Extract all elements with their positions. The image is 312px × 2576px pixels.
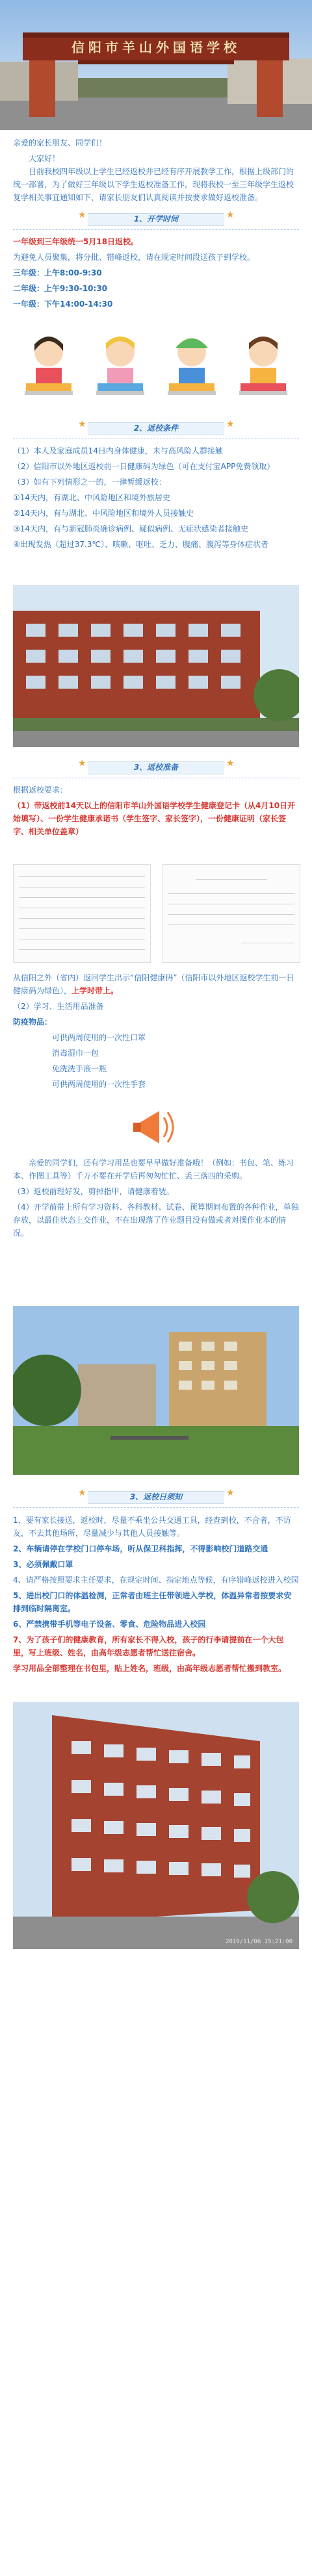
section-title-return-day: [0, 1485, 312, 1507]
condition-sub-item: ④出现发热（超过37.3℃）、咳嗽、呕吐、乏力、腹痛、腹泻等身体症状者: [13, 540, 268, 549]
star-icon: ★: [78, 1488, 86, 1498]
condition-sub-item: ①14天内，有湖北、中风险地区和境外旅居史: [13, 493, 171, 502]
preparation-item-grooming: （3）返校前理好发，剪掉指甲，请健康着装。: [13, 1187, 174, 1196]
section-title-preparation: [0, 755, 312, 777]
return-item: 7、为了孩子们的健康教育，所有家长不得入校，孩子的行李请提前在一个大包里，写上班级、姓名，由高年级志愿者帮忙送往宿舍。: [13, 1635, 284, 1657]
divider: [13, 229, 299, 230]
intro-body: 目前我校四年级以上学生已经返校并已经有序开展教学工作，根据上级部门的统一部署，为了做好三年级以下学生返校准备工作，现将我校一至三年级学生返校复学相关事宜通知如下，请家长朋友们认真阅读并按要求做好返校准备。: [13, 167, 294, 202]
student-figure: [162, 331, 221, 403]
star-icon: ★: [78, 758, 86, 769]
health-forms-images: [13, 864, 299, 962]
section-title-conditions: [0, 416, 312, 438]
start-date: 一年级到三年级统一5月18日返校。: [13, 237, 139, 246]
preparation-block: [13, 784, 299, 841]
return-item: 4、请严格按照要求主任要求，在规定时间、指定地点等候，有序错峰返校进入校园: [13, 1575, 299, 1585]
return-item: 5、进出校门口的体温检测，正常者由班主任带领进入学校，体温异常者按要求安排到临时隔离室。: [13, 1591, 292, 1613]
intro-hello: 大家好！: [29, 154, 60, 163]
star-icon: ★: [226, 210, 235, 220]
return-item: 6、严禁携带手机等电子设备、零食、危险物品进入校园: [13, 1620, 206, 1629]
return-item: 2、车辆请停在学校门口停车场，听从保卫科指挥，不得影响校门道路交通: [13, 1544, 268, 1553]
return-item: 1、要有家长接送，返校时，尽量不乘坐公共交通工具，经查到校，不合者，不访友，不去其他场所，尽量减少与其他人员接触等。: [13, 1516, 291, 1538]
condition-item: （1）本人及家庭成员14日内身体健康，未与高风险人群接触: [13, 446, 223, 455]
section-title-label: 3、返校日须知: [129, 1492, 183, 1501]
section-title-label: 3、返校准备: [133, 763, 179, 772]
preparation-item-documents: （1）带返校前14天以上的信阳市羊山外国语学校学生健康登记卡（从4月10日开始填写）、一份学生健康承诺书（学生签字、家长签字），一份健康证明（家长签字、相关单位盖章）: [13, 801, 296, 836]
condition-item: （3）如有下列情形之一的，一律暂缓返校：: [13, 478, 166, 487]
preparation-item-supplies: （2）学习、生活用品准备: [13, 1002, 104, 1011]
campus-playground-photo: [13, 1306, 299, 1475]
condition-sub-item: ②14天内，有与湖北、中风险地区和境外人员接触史: [13, 509, 194, 518]
health-code-note: 从信阳之外（省内）返回学生出示“信阳健康码”（信阳市以外地区返校学生前一日健康码为绿色），上学时带上。: [13, 973, 294, 995]
student-message: 亲爱的同学们，还有学习用品也要早早做好准备哦！（例如：书包、笔、练习本、作图工具等）千万不要在开学后再匆匆忙忙、丢三落四的采购。: [13, 1158, 294, 1180]
student-figure: [20, 331, 78, 403]
star-icon: ★: [78, 419, 86, 429]
preparation-item-homework: （4）开学前带上所有学习资料、各科教材、试卷、预算期间布置的各种作业，单独存放，以最佳状态上交作业，不在出现落了作业题目没有做或者对操作业本的情况。: [13, 1203, 299, 1238]
supply-item: 免洗洗手液一瓶: [52, 1064, 107, 1073]
health-registration-card-image: [13, 864, 151, 963]
conditions-block: [13, 444, 299, 554]
preparation-block-2: [13, 971, 299, 1093]
students-illustration: [13, 331, 299, 403]
school-gate-photo: [0, 0, 312, 130]
batch-note: 为避免人员聚集，将分批、错峰返校，请在规定时间段送孩子到学校。: [13, 253, 255, 262]
student-figure: [91, 331, 150, 403]
intro-block: [13, 136, 299, 207]
supply-item: 消毒湿巾一包: [52, 1049, 99, 1058]
section-title-start-time: [0, 207, 312, 229]
preparation-block-3: [13, 1156, 299, 1242]
star-icon: ★: [78, 210, 86, 220]
condition-item: （2）信阳市以外地区返校前一日健康码为绿色（可在支付宝APP免费领取）: [13, 462, 275, 471]
start-time-block: [13, 235, 299, 313]
supplies-label: 防疫物品：: [13, 1017, 53, 1027]
school-building-photo: [13, 585, 299, 747]
star-icon: ★: [226, 419, 235, 429]
schedule-grade3: 三年级：上午8:00-9:30: [13, 268, 102, 277]
star-icon: ★: [226, 758, 235, 769]
schedule-grade1: 一年级：下午14:00-14:30: [13, 300, 113, 309]
return-item: 学习用品全部整理在书包里，贴上姓名，班级，由高年级志愿者帮忙搬到教室。: [13, 1664, 287, 1673]
section-title-label: 2、返校条件: [133, 424, 179, 433]
return-day-block: [13, 1514, 299, 1677]
preparation-intro: 根据返校要求：: [13, 785, 68, 795]
star-icon: ★: [226, 1488, 235, 1498]
gate-sign-text: 信阳市羊山外国语学校: [72, 40, 240, 55]
photo-timestamp: 2019/11/06 15:21:00: [226, 1939, 292, 1945]
return-item: 3、必须佩戴口罩: [13, 1560, 73, 1569]
section-title-label: 1、开学时间: [133, 214, 179, 223]
supply-item: 可供两周使用的一次性手套: [52, 1080, 146, 1089]
supply-item: 可供两周使用的一次性口罩: [52, 1033, 146, 1042]
megaphone-icon: [130, 1104, 182, 1150]
divider: [13, 1507, 299, 1508]
intro-greeting: 亲爱的家长朋友、同学们！: [13, 138, 107, 147]
dormitory-building-photo: [13, 1702, 299, 1949]
student-figure: [234, 331, 292, 403]
schedule-grade2: 二年级：上午9:30-10:30: [13, 284, 108, 293]
condition-sub-item: ③14天内，有与新冠肺炎确诊病例、疑似病例、无症状感染者接触史: [13, 524, 249, 533]
health-pledge-image: [162, 864, 300, 963]
